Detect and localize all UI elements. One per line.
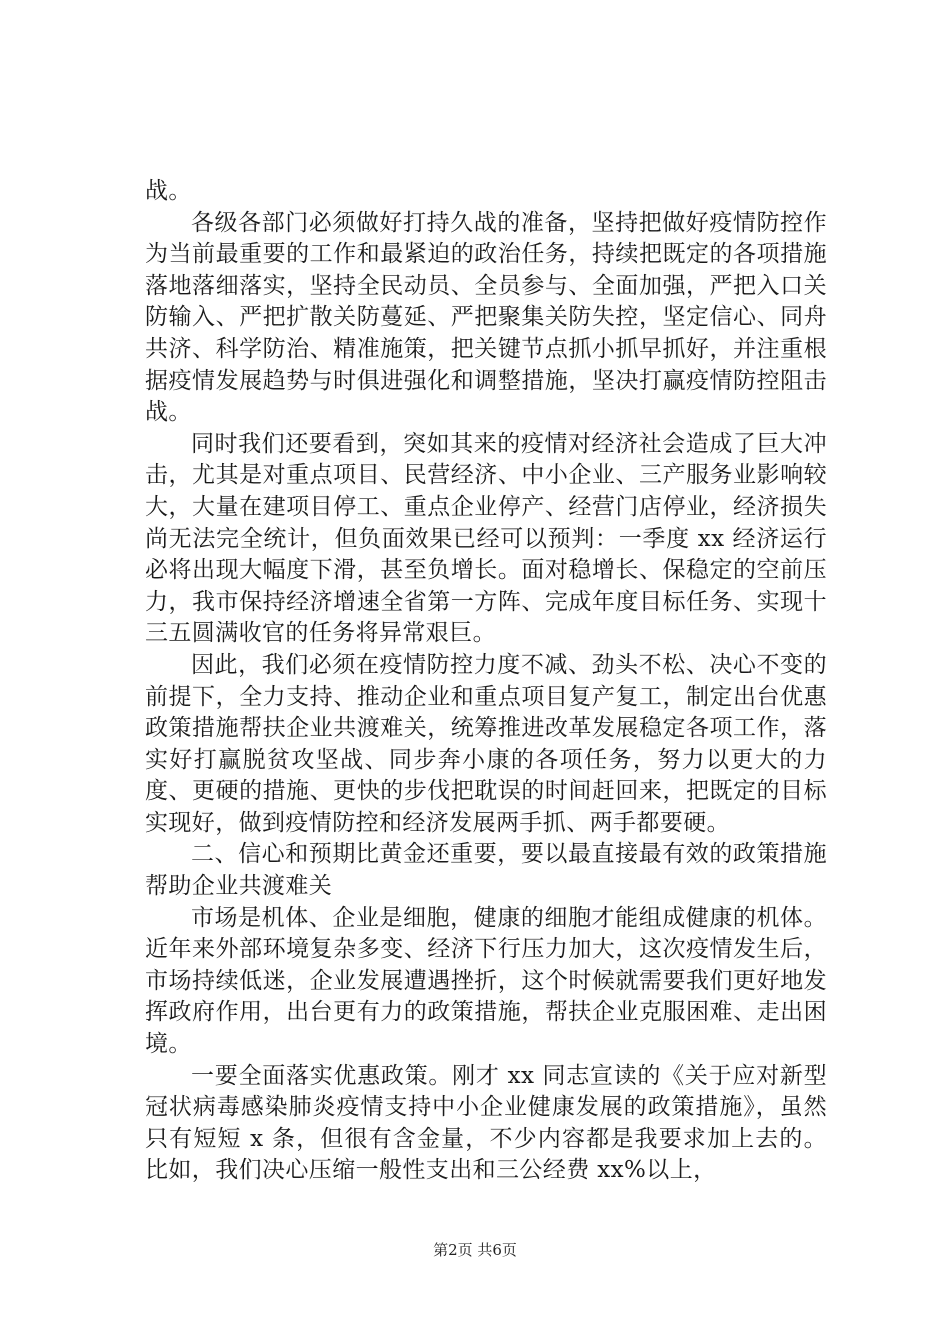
paragraph-continuation: 战。 [145, 178, 192, 204]
section-heading-confidence: 二、信心和预期比黄金还重要，要以最直接最有效的政策措施帮助企业共渡难关 [145, 841, 827, 900]
paragraph-preferential-policies: 一要全面落实优惠政策。刚才 xx 同志宣读的《关于应对新型冠状病毒感染肺炎疫情支持中小企业健康发展的政策措施》，虽然只有短短 x 条，但很有含金量，不少内容都是我要求加上去的。比如，我们决心压缩一般性支出和三公经费 xx%以上， [145, 1062, 827, 1184]
page-number-footer: 第2页 共6页 [433, 1241, 517, 1259]
paragraph-economic-impact: 同时我们还要看到，突如其来的疫情对经济社会造成了巨大冲击，尤其是对重点项目、民营经济、中小企业、三产服务业影响较大，大量在建项目停工、重点企业停产、经营门店停业，经济损失尚无法完全统计，但负面效果已经可以预判：一季度 xx 经济运行必将出现大幅度下滑，甚至负增长。面对稳增长、保稳定的空前压力，我市保持经济增速全省第一方阵、完成年度目标任务、实现十三五圆满收官的任务将异常艰巨。 [145, 430, 827, 647]
paragraph-resume-work: 因此，我们必须在疫情防控力度不减、劲头不松、决心不变的前提下，全力支持、推动企业和重点项目复产复工，制定出台优惠政策措施帮扶企业共渡难关，统筹推进改革发展稳定各项工作，落实好打赢脱贫攻坚战、同步奔小康的各项任务，努力以更大的力度、更硬的措施、更快的步伐把耽误的时间赶回来，把既定的目标实现好，做到疫情防控和经济发展两手抓、两手都要硬。 [145, 651, 827, 836]
paragraph-epidemic-control: 各级各部门必须做好打持久战的准备，坚持把做好疫情防控作为当前最重要的工作和最紧迫的政治任务，持续把既定的各项措施落地落细落实，坚持全民动员、全员参与、全面加强，严把入口关防输入、严把扩散关防蔓延、严把聚集关防失控，坚定信心、同舟共济、科学防治、精准施策，把关键节点抓小抓早抓好，并注重根据疫情发展趋势与时俱进强化和调整措施，坚决打赢疫情防控阻击战。 [145, 209, 827, 426]
paragraph-market-enterprises: 市场是机体、企业是细胞，健康的细胞才能组成健康的机体。近年来外部环境复杂多变、经济下行压力加大，这次疫情发生后，市场持续低迷，企业发展遭遇挫折，这个时候就需要我们更好地发挥政府作用，出台更有力的政策措施，帮扶企业克服困难、走出困境。 [145, 904, 827, 1058]
document-body [145, 176, 827, 1187]
